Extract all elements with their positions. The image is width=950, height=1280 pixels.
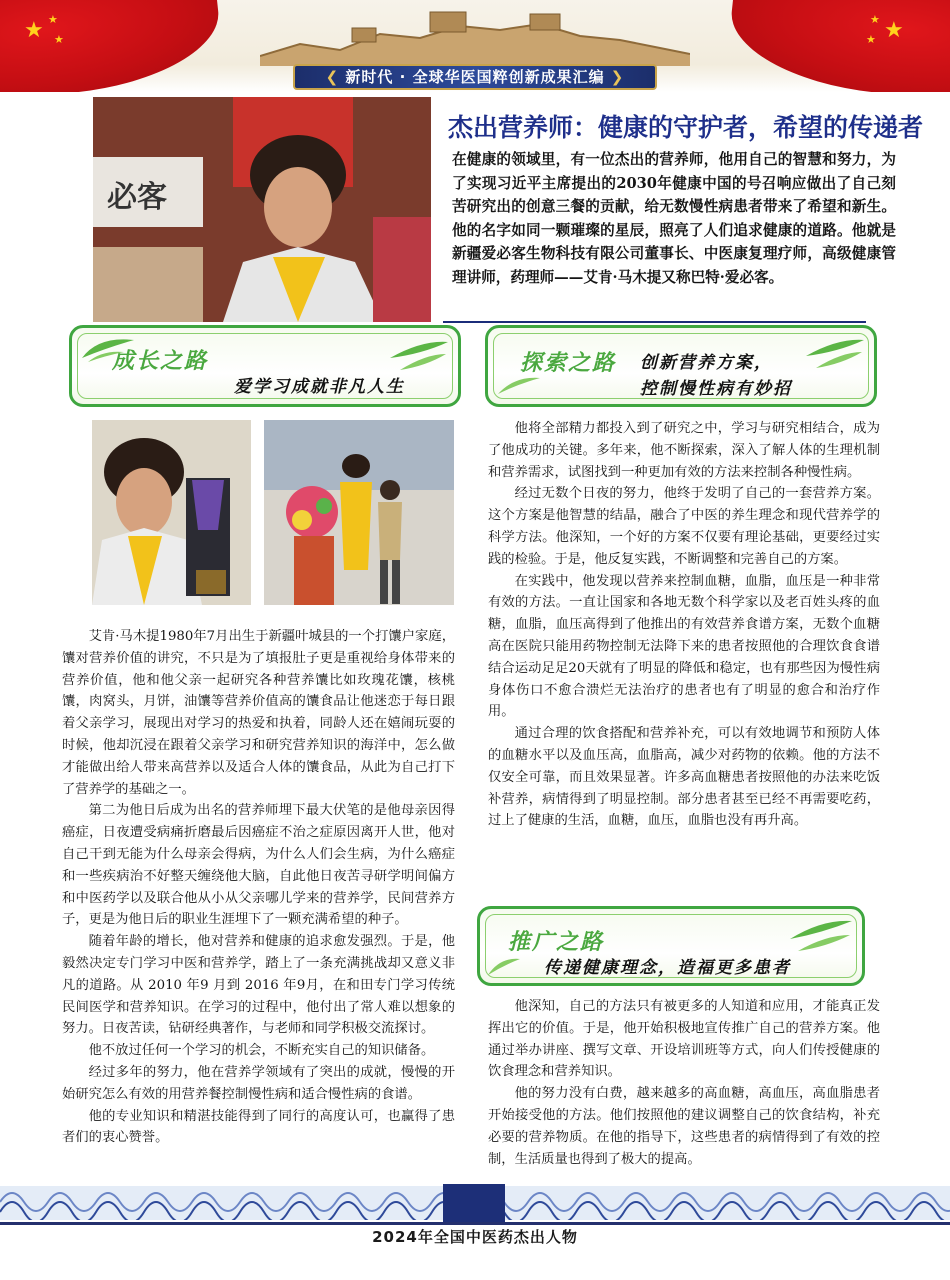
section-subtitle-promote: 传递健康理念，造福更多患者 (544, 958, 791, 978)
portrait-photo (93, 97, 431, 322)
red-flag-left (0, 0, 225, 92)
star-icon: ★ (24, 18, 44, 43)
explore-body (488, 418, 880, 832)
body-paragraph: 他将全部精力都投入到了研究之中，学习与研究相结合，成为了他成功的关键。多年来，他不断探索，深入了解人体的生理机制和营养需求，试图找到一种更加有效的方法来控制各种慢性病。 (488, 421, 880, 480)
body-paragraph: 他的专业知识和精湛技能得到了同行的高度认可，也赢得了患者们的衷心赞誉。 (62, 1108, 455, 1146)
banner-title-text: 新时代 · 全球华医国粹创新成果汇编 (345, 68, 605, 86)
portrait-illustration (93, 97, 431, 322)
section-header-growth (69, 325, 461, 407)
banner-right-ornament: ❯ (604, 68, 625, 86)
banner-left-ornament: ❮ (325, 68, 346, 86)
body-paragraph: 经过多年的努力，他在营养学领域有了突出的成就，慢慢的开始研究怎么有效的用营养餐控制慢性病和适合慢性病的食谱。 (62, 1064, 455, 1102)
footer-title: 2024年全国中医药杰出人物 (372, 1228, 578, 1246)
star-icon: ★ (870, 13, 880, 26)
promote-body (488, 996, 880, 1170)
section-title-growth: 成长之路 (112, 349, 209, 374)
star-icon: ★ (884, 18, 904, 43)
star-icon: ★ (48, 13, 58, 26)
banner-title (293, 64, 657, 90)
title-divider (443, 321, 866, 323)
section-header-explore (485, 325, 877, 407)
star-icon: ★ (54, 33, 64, 46)
trophy-illustration (92, 420, 251, 605)
body-paragraph: 他的努力没有白费，越来越多的高血糖，高血压，高血脂患者开始接受他的方法。他们按照他的建议调整自己的饮食结构，补充必要的营养物质。在他的指导下，这些患者的病情得到了有效的控制，生活质量也得到了极大的提高。 (488, 1086, 880, 1167)
bamboo-leaf-icon (798, 334, 868, 374)
article-title: 杰出营养师：健康的守护者，希望的传递者 (448, 113, 924, 142)
section-subtitle-explore-1: 创新营养方案， (640, 353, 773, 373)
growth-body (62, 626, 455, 1149)
stage-photo (264, 420, 454, 605)
section-subtitle-explore-2: 控制慢性病有妙招 (640, 379, 792, 399)
section-title-promote: 推广之路 (508, 930, 605, 955)
great-wall-illustration (260, 4, 690, 66)
body-paragraph: 通过合理的饮食搭配和营养补充，可以有效地调节和预防人体的血糖水平以及血压高，血脂高，减少对药物的依赖。他的方法不仅安全可靠，而且效果显著。许多高血糖患者按照他的办法来吃饭补营养，病情得到了明显控制。部分患者甚至已经不再需要吃药，过上了健康的生活，血糖，血压，血脂也没有再升高。 (488, 726, 880, 829)
body-paragraph: 第二为他日后成为出名的营养师埋下最大伏笔的是他母亲因得癌症，日夜遭受病痛折磨最后因癌症不治之症原因离开人世，他对自己干到无能为什么母亲会得病，为什么人们会生病，为什么癌症和一些疾病治不好整天缠绕他大脑，自此他日夜苦寻研学明间偏方和中医药学以及联合他从小从父亲哪儿学来的营养学，民间营养方子，更是为他日后的职业生涯埋下了一颗充满希望的种子。 (62, 803, 455, 928)
section-header-promote (477, 906, 865, 986)
intro-paragraph: 在健康的领域里，有一位杰出的营养师，他用自己的智慧和努力，为了实现习近平主席提出的2030年健康中国的号召响应做出了自己刻苦研究出的创意三餐的贡献，给无数慢性病患者带来了希望和新生。他的名字如同一颗璀璨的星辰，照亮了人们追求健康的道路。他就是新疆爱必客生物科技有限公司董事长、中医康复理疗师，高级健康管理讲师，药理师——艾肯·马木提又称巴特·爱必客。 (452, 151, 896, 286)
trophy-photo (92, 420, 251, 605)
page-number-block (443, 1184, 505, 1222)
star-icon: ★ (866, 33, 876, 46)
bamboo-leaf-icon (782, 915, 856, 957)
body-paragraph: 他不放过任何一个学习的机会，不断充实自己的知识储备。 (88, 1043, 435, 1059)
bamboo-leaf-icon (382, 336, 452, 376)
portrait-sign-text: 必客 (107, 180, 167, 215)
body-paragraph: 随着年龄的增长，他对营养和健康的追求愈发强烈。于是，他毅然决定专门学习中医和营养学，踏上了一条充满挑战却又意义非凡的道路。从 2010 年9 月到 2016 年9月，在和田专门学习传统民间医学和营养知识。在学习的过程中，他付出了常人难以想象的努力。日夜苦读，钻研经典著作，与老师和同学积极交流探讨。 (62, 934, 455, 1037)
body-paragraph: 经过无数个日夜的努力，他终于发明了自己的一套营养方案。这个方案是他智慧的结晶，融合了中医的养生理念和现代营养学的科学方法。他深知，一个好的方案不仅要有理论基础，更要经过实践的检验。于是，他反复实践，不断调整和完善自己的方案。 (488, 486, 880, 567)
section-subtitle-growth: 爱学习成就非凡人生 (234, 377, 405, 397)
stage-illustration (264, 420, 454, 605)
body-paragraph: 他深知，自己的方法只有被更多的人知道和应用，才能真正发挥出它的价值。于是，他开始积极地宣传推广自己的营养方案。他通过举办讲座、撰写文章、开设培训班等方式，向人们传授健康的饮食理念和营养知识。 (488, 999, 880, 1080)
body-paragraph: 艾肯·马木提1980年7月出生于新疆叶城县的一个打馕户家庭，馕对营养价值的讲究，不只是为了填报肚子更是重视给身体带来的营养价值，他和他父亲一起研究各种营养馕比如玫瑰花馕，核桃馕，肉窝头，月饼，油馕等营养价值高的馕食品让他迷恋于每日跟着父亲学习，展现出对学习的热爱和执着，同龄人还在嬉闹玩耍的时候，他却沉浸在跟着父亲学习和研究营养知识的海洋中，怎么做才能做出给人带来高营养以及适合人体的馕食品，从此为自己打下了营养学的基础之一。 (62, 629, 455, 797)
top-banner (0, 0, 950, 92)
footer-divider (0, 1222, 950, 1225)
section-title-explore: 探索之路 (520, 351, 617, 376)
body-paragraph: 在实践中，他发现以营养来控制血糖，血脂，血压是一种非常有效的方法。一直让国家和各地无数个科学家以及老百姓头疼的血糖，血脂，血压高得到了他推出的有效营养食谱方案，无数个血糖高在医院只能用药物控制无法降下来的患者按照他的合理饮食食谱结合运动足足20天就有了明显的降低和稳定，也有那些因为慢性病身体伤口不愈合溃烂无法治疗的患者也有了明显的愈合和治疗作用。 (488, 573, 880, 720)
bamboo-leaf-icon (484, 953, 524, 979)
red-flag-right (725, 0, 950, 92)
